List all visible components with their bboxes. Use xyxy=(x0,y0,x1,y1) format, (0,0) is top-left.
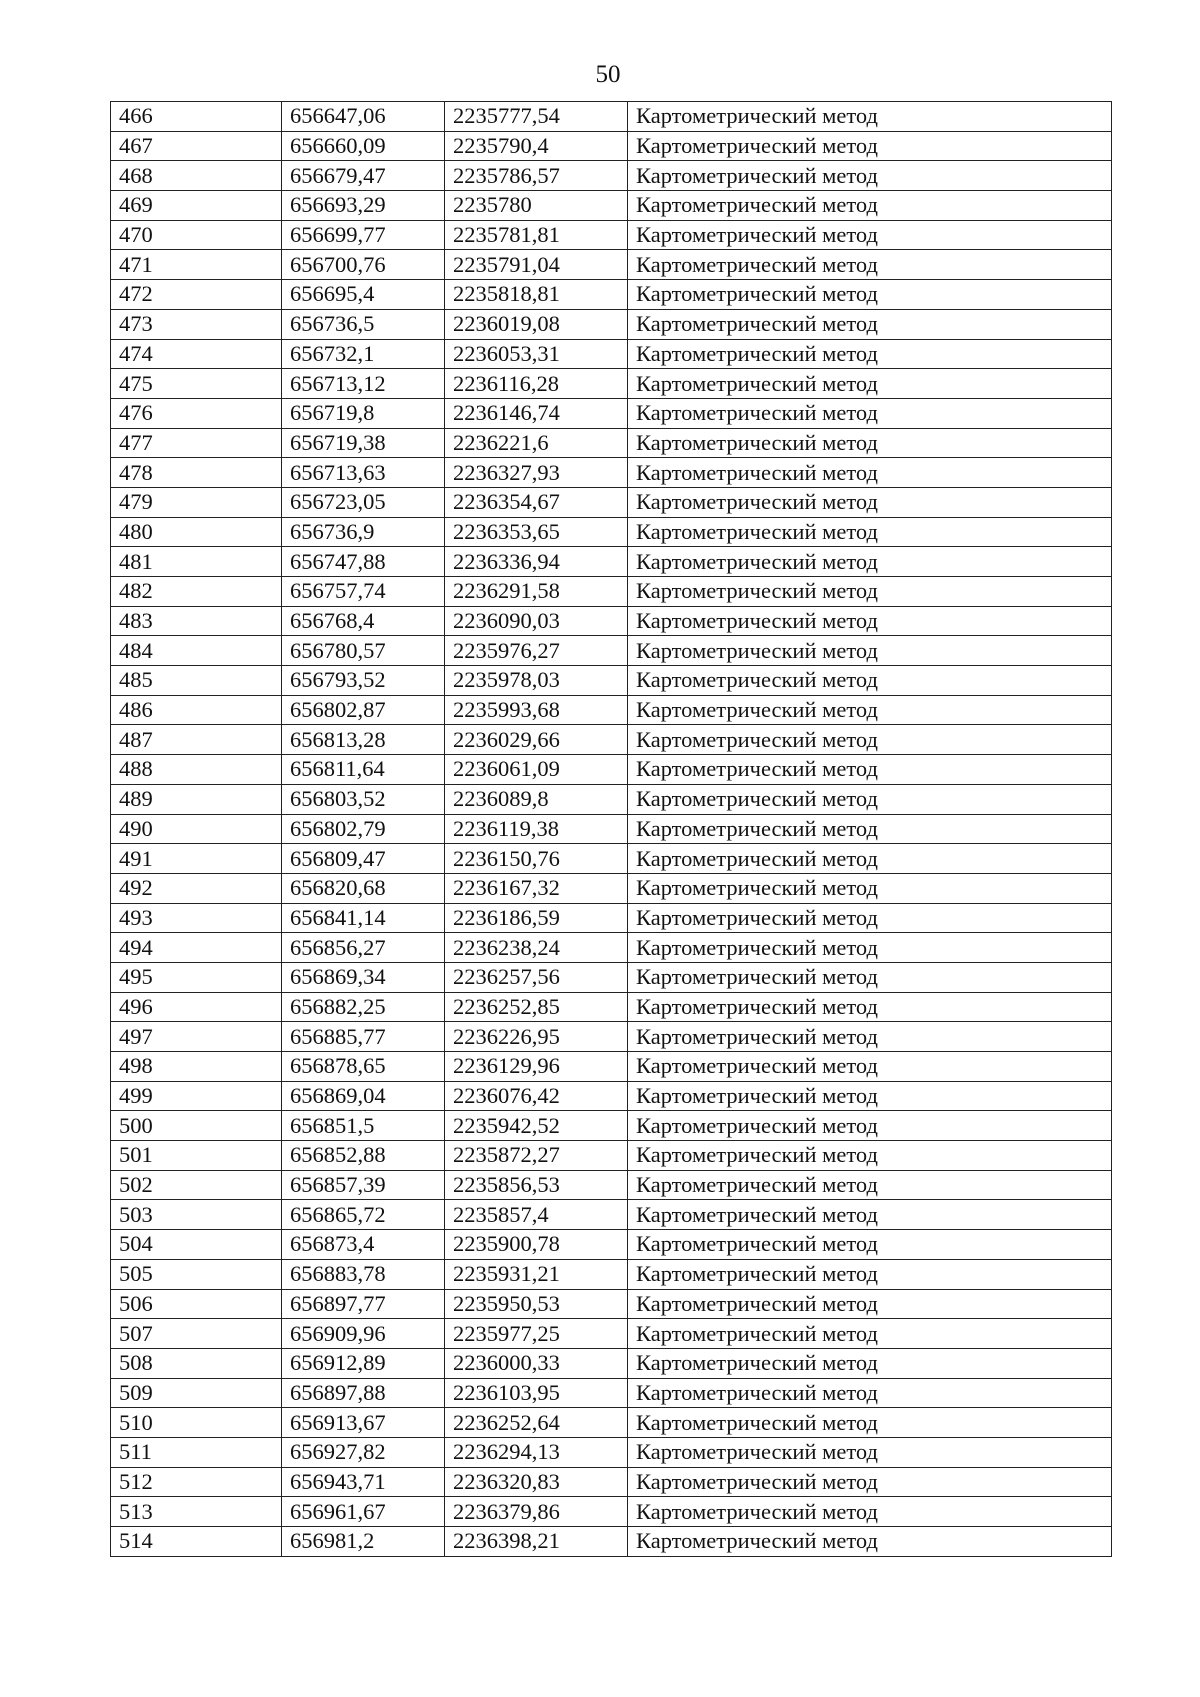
table-row xyxy=(111,844,1112,874)
table-row xyxy=(111,1497,1112,1527)
point-number-cell: 503 xyxy=(111,1200,282,1230)
method-cell: Картометрический метод xyxy=(628,962,1112,992)
x-coordinate-cell: 656882,25 xyxy=(282,992,445,1022)
point-number-cell: 498 xyxy=(111,1052,282,1082)
table-row xyxy=(111,1170,1112,1200)
method-cell: Картометрический метод xyxy=(628,458,1112,488)
x-coordinate-cell: 656909,96 xyxy=(282,1319,445,1349)
y-coordinate-cell: 2235976,27 xyxy=(445,636,628,666)
method-cell: Картометрический метод xyxy=(628,1348,1112,1378)
point-number-cell: 479 xyxy=(111,487,282,517)
method-cell: Картометрический метод xyxy=(628,725,1112,755)
table-row xyxy=(111,962,1112,992)
x-coordinate-cell: 656857,39 xyxy=(282,1170,445,1200)
x-coordinate-cell: 656719,38 xyxy=(282,428,445,458)
method-cell: Картометрический метод xyxy=(628,1378,1112,1408)
point-number-cell: 472 xyxy=(111,280,282,310)
method-cell: Картометрический метод xyxy=(628,309,1112,339)
x-coordinate-cell: 656811,64 xyxy=(282,755,445,785)
y-coordinate-cell: 2236150,76 xyxy=(445,844,628,874)
x-coordinate-cell: 656820,68 xyxy=(282,873,445,903)
y-coordinate-cell: 2235790,4 xyxy=(445,131,628,161)
coordinates-table-body xyxy=(111,102,1112,1557)
point-number-cell: 512 xyxy=(111,1467,282,1497)
method-cell: Картометрический метод xyxy=(628,1081,1112,1111)
x-coordinate-cell: 656803,52 xyxy=(282,784,445,814)
method-cell: Картометрический метод xyxy=(628,220,1112,250)
table-row xyxy=(111,487,1112,517)
method-cell: Картометрический метод xyxy=(628,695,1112,725)
y-coordinate-cell: 2236019,08 xyxy=(445,309,628,339)
table-row xyxy=(111,1408,1112,1438)
method-cell: Картометрический метод xyxy=(628,1200,1112,1230)
method-cell: Картометрический метод xyxy=(628,577,1112,607)
point-number-cell: 497 xyxy=(111,1022,282,1052)
point-number-cell: 486 xyxy=(111,695,282,725)
point-number-cell: 474 xyxy=(111,339,282,369)
x-coordinate-cell: 656927,82 xyxy=(282,1437,445,1467)
x-coordinate-cell: 656841,14 xyxy=(282,903,445,933)
method-cell: Картометрический метод xyxy=(628,102,1112,132)
table-row xyxy=(111,1289,1112,1319)
point-number-cell: 469 xyxy=(111,191,282,221)
y-coordinate-cell: 2236336,94 xyxy=(445,547,628,577)
method-cell: Картометрический метод xyxy=(628,636,1112,666)
method-cell: Картометрический метод xyxy=(628,873,1112,903)
x-coordinate-cell: 656757,74 xyxy=(282,577,445,607)
x-coordinate-cell: 656719,8 xyxy=(282,398,445,428)
y-coordinate-cell: 2236103,95 xyxy=(445,1378,628,1408)
method-cell: Картометрический метод xyxy=(628,487,1112,517)
y-coordinate-cell: 2235900,78 xyxy=(445,1230,628,1260)
table-row xyxy=(111,1230,1112,1260)
table-row xyxy=(111,220,1112,250)
y-coordinate-cell: 2235780 xyxy=(445,191,628,221)
x-coordinate-cell: 656913,67 xyxy=(282,1408,445,1438)
method-cell: Картометрический метод xyxy=(628,844,1112,874)
table-row xyxy=(111,280,1112,310)
method-cell: Картометрический метод xyxy=(628,280,1112,310)
y-coordinate-cell: 2236129,96 xyxy=(445,1052,628,1082)
point-number-cell: 483 xyxy=(111,606,282,636)
y-coordinate-cell: 2235950,53 xyxy=(445,1289,628,1319)
y-coordinate-cell: 2236320,83 xyxy=(445,1467,628,1497)
y-coordinate-cell: 2236221,6 xyxy=(445,428,628,458)
x-coordinate-cell: 656699,77 xyxy=(282,220,445,250)
method-cell: Картометрический метод xyxy=(628,1022,1112,1052)
x-coordinate-cell: 656768,4 xyxy=(282,606,445,636)
x-coordinate-cell: 656736,9 xyxy=(282,517,445,547)
x-coordinate-cell: 656813,28 xyxy=(282,725,445,755)
method-cell: Картометрический метод xyxy=(628,250,1112,280)
x-coordinate-cell: 656700,76 xyxy=(282,250,445,280)
table-row xyxy=(111,903,1112,933)
method-cell: Картометрический метод xyxy=(628,1230,1112,1260)
table-row xyxy=(111,161,1112,191)
point-number-cell: 495 xyxy=(111,962,282,992)
method-cell: Картометрический метод xyxy=(628,666,1112,696)
table-row xyxy=(111,309,1112,339)
table-row xyxy=(111,339,1112,369)
table-row xyxy=(111,1141,1112,1171)
point-number-cell: 513 xyxy=(111,1497,282,1527)
x-coordinate-cell: 656912,89 xyxy=(282,1348,445,1378)
y-coordinate-cell: 2236076,42 xyxy=(445,1081,628,1111)
y-coordinate-cell: 2236252,85 xyxy=(445,992,628,1022)
y-coordinate-cell: 2235977,25 xyxy=(445,1319,628,1349)
point-number-cell: 490 xyxy=(111,814,282,844)
y-coordinate-cell: 2236029,66 xyxy=(445,725,628,755)
table-row xyxy=(111,992,1112,1022)
method-cell: Картометрический метод xyxy=(628,339,1112,369)
point-number-cell: 489 xyxy=(111,784,282,814)
coordinates-table xyxy=(110,101,1112,1557)
table-row xyxy=(111,666,1112,696)
table-row xyxy=(111,131,1112,161)
point-number-cell: 500 xyxy=(111,1111,282,1141)
method-cell: Картометрический метод xyxy=(628,1467,1112,1497)
table-row xyxy=(111,755,1112,785)
table-row xyxy=(111,577,1112,607)
y-coordinate-cell: 2236353,65 xyxy=(445,517,628,547)
y-coordinate-cell: 2236119,38 xyxy=(445,814,628,844)
table-row xyxy=(111,1111,1112,1141)
x-coordinate-cell: 656660,09 xyxy=(282,131,445,161)
x-coordinate-cell: 656747,88 xyxy=(282,547,445,577)
point-number-cell: 510 xyxy=(111,1408,282,1438)
method-cell: Картометрический метод xyxy=(628,1111,1112,1141)
x-coordinate-cell: 656809,47 xyxy=(282,844,445,874)
point-number-cell: 502 xyxy=(111,1170,282,1200)
method-cell: Картометрический метод xyxy=(628,161,1112,191)
method-cell: Картометрический метод xyxy=(628,131,1112,161)
point-number-cell: 491 xyxy=(111,844,282,874)
point-number-cell: 473 xyxy=(111,309,282,339)
table-row xyxy=(111,814,1112,844)
x-coordinate-cell: 656780,57 xyxy=(282,636,445,666)
x-coordinate-cell: 656869,34 xyxy=(282,962,445,992)
x-coordinate-cell: 656981,2 xyxy=(282,1527,445,1557)
table-row xyxy=(111,606,1112,636)
x-coordinate-cell: 656856,27 xyxy=(282,933,445,963)
table-row xyxy=(111,428,1112,458)
y-coordinate-cell: 2235856,53 xyxy=(445,1170,628,1200)
y-coordinate-cell: 2236000,33 xyxy=(445,1348,628,1378)
table-row xyxy=(111,873,1112,903)
y-coordinate-cell: 2236167,32 xyxy=(445,873,628,903)
point-number-cell: 506 xyxy=(111,1289,282,1319)
method-cell: Картометрический метод xyxy=(628,191,1112,221)
table-row xyxy=(111,1348,1112,1378)
y-coordinate-cell: 2236116,28 xyxy=(445,369,628,399)
table-row xyxy=(111,695,1112,725)
table-row xyxy=(111,369,1112,399)
y-coordinate-cell: 2235978,03 xyxy=(445,666,628,696)
point-number-cell: 514 xyxy=(111,1527,282,1557)
y-coordinate-cell: 2235786,57 xyxy=(445,161,628,191)
y-coordinate-cell: 2235993,68 xyxy=(445,695,628,725)
x-coordinate-cell: 656713,12 xyxy=(282,369,445,399)
point-number-cell: 471 xyxy=(111,250,282,280)
method-cell: Картометрический метод xyxy=(628,428,1112,458)
y-coordinate-cell: 2236379,86 xyxy=(445,1497,628,1527)
point-number-cell: 488 xyxy=(111,755,282,785)
y-coordinate-cell: 2235857,4 xyxy=(445,1200,628,1230)
point-number-cell: 492 xyxy=(111,873,282,903)
point-number-cell: 504 xyxy=(111,1230,282,1260)
x-coordinate-cell: 656693,29 xyxy=(282,191,445,221)
y-coordinate-cell: 2236291,58 xyxy=(445,577,628,607)
y-coordinate-cell: 2236238,24 xyxy=(445,933,628,963)
method-cell: Картометрический метод xyxy=(628,398,1112,428)
x-coordinate-cell: 656793,52 xyxy=(282,666,445,696)
method-cell: Картометрический метод xyxy=(628,547,1112,577)
x-coordinate-cell: 656713,63 xyxy=(282,458,445,488)
table-row xyxy=(111,933,1112,963)
table-row xyxy=(111,784,1112,814)
x-coordinate-cell: 656865,72 xyxy=(282,1200,445,1230)
table-row xyxy=(111,1081,1112,1111)
x-coordinate-cell: 656885,77 xyxy=(282,1022,445,1052)
method-cell: Картометрический метод xyxy=(628,1319,1112,1349)
method-cell: Картометрический метод xyxy=(628,903,1112,933)
y-coordinate-cell: 2235818,81 xyxy=(445,280,628,310)
point-number-cell: 470 xyxy=(111,220,282,250)
table-row xyxy=(111,547,1112,577)
y-coordinate-cell: 2235781,81 xyxy=(445,220,628,250)
table-row xyxy=(111,1437,1112,1467)
x-coordinate-cell: 656802,79 xyxy=(282,814,445,844)
table-row xyxy=(111,250,1112,280)
table-row xyxy=(111,1467,1112,1497)
y-coordinate-cell: 2236226,95 xyxy=(445,1022,628,1052)
x-coordinate-cell: 656851,5 xyxy=(282,1111,445,1141)
table-row xyxy=(111,1259,1112,1289)
table-row xyxy=(111,191,1112,221)
method-cell: Картометрический метод xyxy=(628,1289,1112,1319)
x-coordinate-cell: 656647,06 xyxy=(282,102,445,132)
table-row xyxy=(111,1052,1112,1082)
method-cell: Картометрический метод xyxy=(628,1052,1112,1082)
y-coordinate-cell: 2236053,31 xyxy=(445,339,628,369)
point-number-cell: 508 xyxy=(111,1348,282,1378)
x-coordinate-cell: 656883,78 xyxy=(282,1259,445,1289)
point-number-cell: 467 xyxy=(111,131,282,161)
table-row xyxy=(111,1022,1112,1052)
method-cell: Картометрический метод xyxy=(628,1437,1112,1467)
y-coordinate-cell: 2235777,54 xyxy=(445,102,628,132)
method-cell: Картометрический метод xyxy=(628,933,1112,963)
page-number: 50 xyxy=(595,61,621,88)
point-number-cell: 482 xyxy=(111,577,282,607)
point-number-cell: 468 xyxy=(111,161,282,191)
table-row xyxy=(111,1319,1112,1349)
y-coordinate-cell: 2236354,67 xyxy=(445,487,628,517)
method-cell: Картометрический метод xyxy=(628,1170,1112,1200)
point-number-cell: 485 xyxy=(111,666,282,696)
method-cell: Картометрический метод xyxy=(628,1141,1112,1171)
table-row xyxy=(111,1378,1112,1408)
method-cell: Картометрический метод xyxy=(628,369,1112,399)
y-coordinate-cell: 2235872,27 xyxy=(445,1141,628,1171)
x-coordinate-cell: 656961,67 xyxy=(282,1497,445,1527)
table-row xyxy=(111,1200,1112,1230)
method-cell: Картометрический метод xyxy=(628,1259,1112,1289)
point-number-cell: 466 xyxy=(111,102,282,132)
y-coordinate-cell: 2235791,04 xyxy=(445,250,628,280)
point-number-cell: 509 xyxy=(111,1378,282,1408)
x-coordinate-cell: 656869,04 xyxy=(282,1081,445,1111)
x-coordinate-cell: 656736,5 xyxy=(282,309,445,339)
y-coordinate-cell: 2236398,21 xyxy=(445,1527,628,1557)
method-cell: Картометрический метод xyxy=(628,517,1112,547)
x-coordinate-cell: 656852,88 xyxy=(282,1141,445,1171)
x-coordinate-cell: 656897,88 xyxy=(282,1378,445,1408)
point-number-cell: 496 xyxy=(111,992,282,1022)
point-number-cell: 477 xyxy=(111,428,282,458)
y-coordinate-cell: 2236252,64 xyxy=(445,1408,628,1438)
method-cell: Картометрический метод xyxy=(628,1497,1112,1527)
table-row xyxy=(111,102,1112,132)
point-number-cell: 480 xyxy=(111,517,282,547)
point-number-cell: 484 xyxy=(111,636,282,666)
table-row xyxy=(111,725,1112,755)
method-cell: Картометрический метод xyxy=(628,992,1112,1022)
x-coordinate-cell: 656873,4 xyxy=(282,1230,445,1260)
point-number-cell: 501 xyxy=(111,1141,282,1171)
x-coordinate-cell: 656679,47 xyxy=(282,161,445,191)
x-coordinate-cell: 656878,65 xyxy=(282,1052,445,1082)
point-number-cell: 475 xyxy=(111,369,282,399)
point-number-cell: 499 xyxy=(111,1081,282,1111)
method-cell: Картометрический метод xyxy=(628,755,1112,785)
point-number-cell: 476 xyxy=(111,398,282,428)
x-coordinate-cell: 656732,1 xyxy=(282,339,445,369)
y-coordinate-cell: 2236257,56 xyxy=(445,962,628,992)
table-row xyxy=(111,458,1112,488)
point-number-cell: 511 xyxy=(111,1437,282,1467)
point-number-cell: 493 xyxy=(111,903,282,933)
x-coordinate-cell: 656695,4 xyxy=(282,280,445,310)
point-number-cell: 494 xyxy=(111,933,282,963)
method-cell: Картометрический метод xyxy=(628,814,1112,844)
point-number-cell: 478 xyxy=(111,458,282,488)
y-coordinate-cell: 2236146,74 xyxy=(445,398,628,428)
table-row xyxy=(111,1527,1112,1557)
point-number-cell: 507 xyxy=(111,1319,282,1349)
x-coordinate-cell: 656897,77 xyxy=(282,1289,445,1319)
table-row xyxy=(111,517,1112,547)
y-coordinate-cell: 2236294,13 xyxy=(445,1437,628,1467)
y-coordinate-cell: 2235942,52 xyxy=(445,1111,628,1141)
point-number-cell: 505 xyxy=(111,1259,282,1289)
method-cell: Картометрический метод xyxy=(628,784,1112,814)
method-cell: Картометрический метод xyxy=(628,606,1112,636)
x-coordinate-cell: 656723,05 xyxy=(282,487,445,517)
y-coordinate-cell: 2236089,8 xyxy=(445,784,628,814)
method-cell: Картометрический метод xyxy=(628,1527,1112,1557)
point-number-cell: 481 xyxy=(111,547,282,577)
y-coordinate-cell: 2235931,21 xyxy=(445,1259,628,1289)
y-coordinate-cell: 2236090,03 xyxy=(445,606,628,636)
x-coordinate-cell: 656802,87 xyxy=(282,695,445,725)
table-row xyxy=(111,636,1112,666)
y-coordinate-cell: 2236061,09 xyxy=(445,755,628,785)
y-coordinate-cell: 2236186,59 xyxy=(445,903,628,933)
table-row xyxy=(111,398,1112,428)
y-coordinate-cell: 2236327,93 xyxy=(445,458,628,488)
method-cell: Картометрический метод xyxy=(628,1408,1112,1438)
x-coordinate-cell: 656943,71 xyxy=(282,1467,445,1497)
point-number-cell: 487 xyxy=(111,725,282,755)
